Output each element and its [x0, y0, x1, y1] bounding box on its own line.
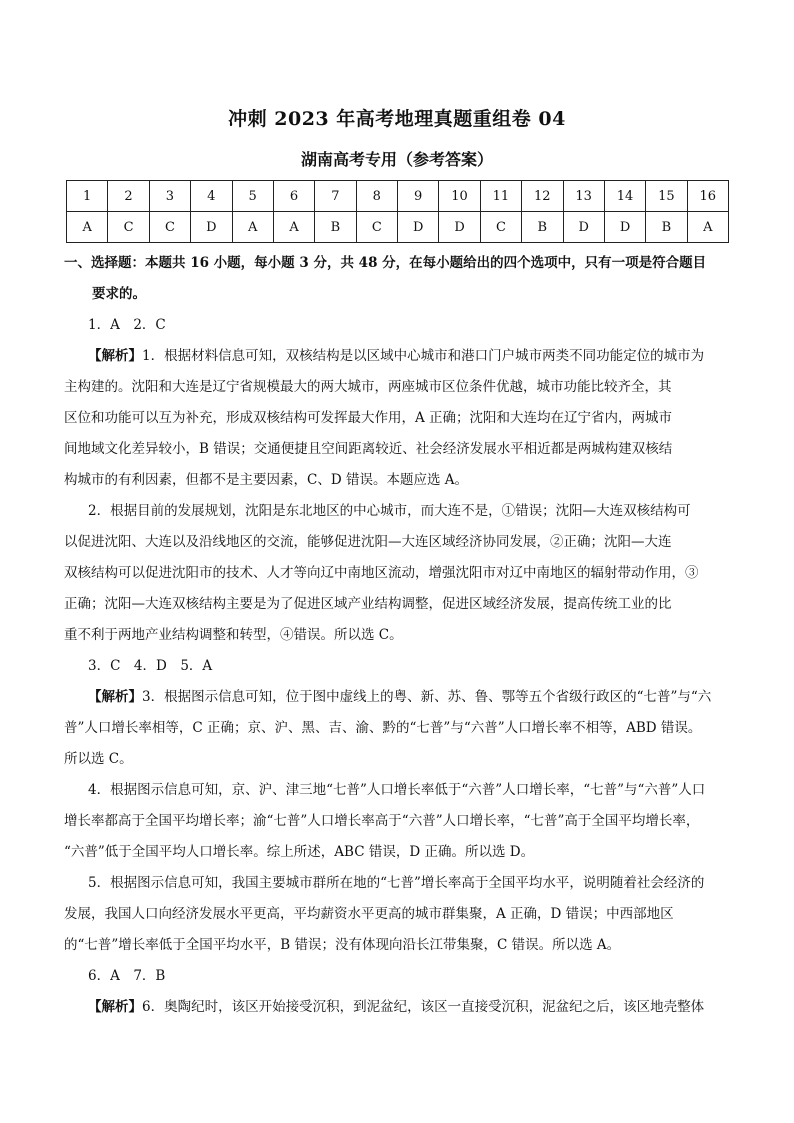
question-number-cell: 8 [356, 181, 397, 212]
answer-key-3-5: 3．C 4．D 5．A [88, 658, 213, 674]
explanation-text: 1．根据材料信息可知，双核结构是以区域中心城市和港口门户城市两类不同功能定位的城市为 [142, 348, 705, 364]
page-title: 冲刺 2023 年高考地理真题重组卷 04 [228, 108, 566, 130]
question-number-cell: 15 [646, 181, 687, 212]
answer-table [66, 180, 729, 243]
section-heading: 一、选择题：本题共 16 小题，每小题 3 分，共 48 分，在每小题给出的四个选项中，只有一项是符合题目 [64, 255, 707, 271]
explanation-line: 双核结构可以促进沈阳市的技术、人才等向辽中南地区流动，增强沈阳市对辽中南地区的辐射带动作用，③ [64, 565, 699, 581]
answer-cell: B [522, 212, 563, 243]
answer-key-1-2: 1．A 2．C [88, 317, 166, 333]
question-number-cell: 1 [67, 181, 108, 212]
question-number-cell: 2 [108, 181, 149, 212]
explanation-line: 2．根据目前的发展规划，沈阳是东北地区的中心城市，而大连不是，①错误；沈阳—大连双核结构可 [88, 503, 691, 519]
explanation-line: 区位和功能可以互为补充，形成双核结构可发挥最大作用，A 正确；沈阳和大连均在辽宁省内，两城市 [64, 410, 673, 426]
explanation-line: 主构建的。沈阳和大连是辽宁省规模最大的两大城市，两座城市区位条件优越，城市功能比较齐全，其 [64, 379, 672, 395]
answer-cell: D [398, 212, 439, 243]
explanation-tag: 【解析】 [88, 348, 142, 364]
answer-cell: A [687, 212, 728, 243]
answer-cell: D [191, 212, 232, 243]
answer-cell: A [273, 212, 314, 243]
question-number-cell: 10 [439, 181, 480, 212]
explanation-line: 正确；沈阳—大连双核结构主要是为了促进区域产业结构调整，促进区域经济发展，提高传统工业的比 [64, 596, 672, 612]
answer-explanations [64, 248, 730, 1023]
question-number-cell: 6 [273, 181, 314, 212]
answer-cell: C [149, 212, 190, 243]
answer-cell: C [480, 212, 521, 243]
section-heading-cont: 要求的。 [92, 286, 146, 302]
question-number-cell: 3 [149, 181, 190, 212]
explanation-line: 间地域文化差异较小，B 错误；交通便捷且空间距离较近、社会经济发展水平相近都是两城构建双核结 [64, 441, 673, 457]
answer-cell: A [67, 212, 108, 243]
explanation-line [64, 992, 730, 1023]
explanation-tag: 【解析】 [88, 999, 142, 1015]
question-number-cell: 12 [522, 181, 563, 212]
explanation-tag: 【解析】 [88, 689, 142, 705]
answer-table-answer-row [67, 212, 729, 243]
explanation-line: 增长率都高于全国平均增长率；渝“七普”人口增长率高于“六普”人口增长率，“七普”高于全国平均增长率， [64, 813, 700, 829]
explanation-line [64, 682, 730, 713]
answer-cell: D [604, 212, 645, 243]
question-number-cell: 16 [687, 181, 728, 212]
answer-cell: D [563, 212, 604, 243]
explanation-line: 5．根据图示信息可知，我国主要城市群所在地的“七普”增长率高于全国平均水平，说明随着社会经济的 [88, 875, 705, 891]
answer-key-6-7: 6．A 7．B [88, 968, 166, 984]
answer-cell: C [356, 212, 397, 243]
explanation-line [64, 341, 730, 372]
explanation-line: 的“七普”增长率低于全国平均水平，B 错误；没有体现向沿长江带集聚，C 错误。所以选 A。 [64, 937, 621, 953]
question-number-cell: 11 [480, 181, 521, 212]
question-number-cell: 13 [563, 181, 604, 212]
question-number-cell: 14 [604, 181, 645, 212]
explanation-line: 构城市的有利因素，但都不是主要因素，C、D 错误。本题应选 A。 [64, 472, 468, 488]
answer-cell: C [108, 212, 149, 243]
explanation-line: 普”人口增长率相等，C 正确；京、沪、黑、吉、渝、黔的“七普”与“六普”人口增长率不相等，ABD 错误。 [64, 720, 702, 736]
explanation-line: “六普”低于全国平均人口增长率。综上所述，ABC 错误，D 正确。所以选 D。 [64, 844, 535, 860]
answer-cell: A [232, 212, 273, 243]
question-number-cell: 7 [315, 181, 356, 212]
answer-table-number-row [67, 181, 729, 212]
explanation-text: 3．根据图示信息可知，位于图中虚线上的粤、新、苏、鲁、鄂等五个省级行政区的“七普”与“六 [142, 689, 712, 705]
explanation-line: 所以选 C。 [64, 751, 133, 767]
explanation-text: 6．奥陶纪时，该区开始接受沉积，到泥盆纪，该区一直接受沉积，泥盆纪之后，该区地壳整体 [142, 999, 705, 1015]
question-number-cell: 4 [191, 181, 232, 212]
question-number-cell: 9 [398, 181, 439, 212]
explanation-line: 以促进沈阳、大连以及沿线地区的交流，能够促进沈阳—大连区域经济协同发展，②正确；沈阳—大连 [64, 534, 672, 550]
explanation-line: 重不利于两地产业结构调整和转型，④错误。所以选 C。 [64, 627, 403, 643]
question-number-cell: 5 [232, 181, 273, 212]
page-subtitle: 湖南高考专用（参考答案） [300, 150, 493, 169]
answer-cell: D [439, 212, 480, 243]
answer-cell: B [646, 212, 687, 243]
explanation-line: 4．根据图示信息可知，京、沪、津三地“七普”人口增长率低于“六普”人口增长率，“七普”与“六普”人口 [88, 782, 706, 798]
explanation-line: 发展，我国人口向经济发展水平更高，平均薪资水平更高的城市群集聚，A 正确，D 错误；中西部地区 [64, 906, 674, 922]
answer-cell: B [315, 212, 356, 243]
